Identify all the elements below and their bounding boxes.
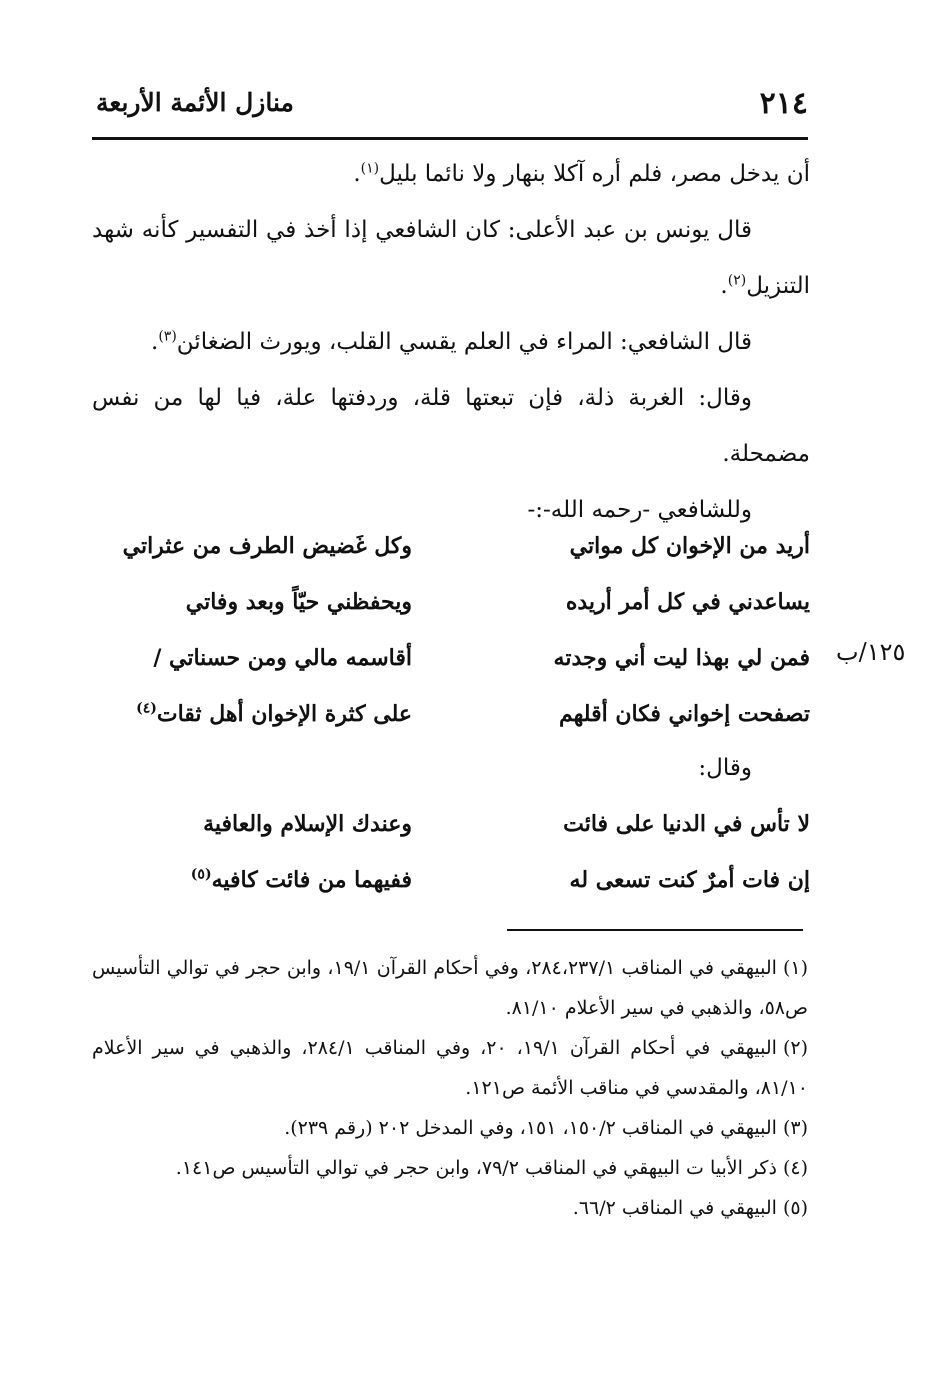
second-hemistich: أقاسمه مالي ومن حسناتي / bbox=[153, 645, 412, 671]
first-hemistich: إن فات أمرٌ كنت تسعى له bbox=[569, 867, 810, 893]
first-hemistich: أريد من الإخوان كل مواتي bbox=[569, 533, 810, 559]
first-hemistich: يساعدني في كل أمر أريده bbox=[565, 589, 810, 615]
running-title: منازل الأئمة الأربعة bbox=[96, 88, 294, 117]
footnote: (١)البيهقي في المناقب ٢٨٤،٢٣٧/١، وفي أحكام القرآن ١٩/١، وابن حجر في توالي التأسيس ص٥٨، والذهبي في سير الأعلام ٨١/١٠. bbox=[92, 957, 808, 1019]
poem-intro: وللشافعي -رحمه الله-:- bbox=[527, 497, 752, 523]
second-hemistich: ويحفظني حيّاً وبعد وفاتي bbox=[185, 589, 412, 615]
poem-block bbox=[92, 740, 810, 908]
paragraph: أن يدخل مصر، فلم أره آكلا بنهار ولا نائما بليل$^{(١)}$. bbox=[353, 160, 810, 187]
second-hemistich: على كثرة الإخوان أهل ثقات$^{(٤)}$ bbox=[136, 700, 412, 727]
footnotes bbox=[92, 948, 808, 1228]
page-number: ٢١٤ bbox=[759, 86, 808, 121]
first-hemistich: لا تأس في الدنيا على فائت bbox=[563, 811, 810, 837]
footnote: (٣)البيهقي في المناقب ١٥٠/٢، ١٥١، وفي المدخل ٢٠٢ (رقم ٢٣٩). bbox=[284, 1117, 808, 1139]
paragraph: قال يونس بن عبد الأعلى: كان الشافعي إذا أخذ في التفسير كأنه شهد التنزيل$^{(٢)}$. bbox=[92, 217, 810, 299]
main-text bbox=[92, 146, 810, 538]
footnote-ref: (٣) bbox=[158, 328, 177, 345]
first-hemistich: فمن لي بهذا ليت أني وجدته bbox=[553, 645, 810, 671]
paragraph: قال الشافعي: المراء في العلم يقسي القلب، ويورث الضغائن$^{(٣)}$. bbox=[151, 328, 752, 355]
verse bbox=[92, 574, 810, 630]
footnote-ref: (٥) bbox=[190, 866, 212, 883]
manuscript-folio-note: ١٢٥/ب bbox=[836, 638, 906, 666]
poem-block bbox=[92, 518, 810, 742]
footnote: (٢)البيهقي في أحكام القرآن ١٩/١، ٢٠، وفي المناقب ٢٨٤/١، والذهبي في سير الأعلام ٨١/١٠، والمقدسي في مناقب الأئمة ص١٢١. bbox=[92, 1037, 808, 1099]
poem-intro: وقال: bbox=[698, 755, 752, 781]
footnote: (٥)البيهقي في المناقب ٦٦/٢. bbox=[572, 1197, 808, 1219]
verse bbox=[92, 852, 810, 908]
verse bbox=[92, 796, 810, 852]
verse bbox=[92, 686, 810, 742]
verse bbox=[92, 630, 810, 686]
paragraph: وقال: الغربة ذلة، فإن تبعتها قلة، وردفتها علة، فيا لها من نفس مضمحلة. bbox=[92, 385, 810, 467]
footnote-separator bbox=[507, 929, 803, 931]
verse bbox=[92, 518, 810, 574]
first-hemistich: تصفحت إخواني فكان أقلهم bbox=[559, 701, 810, 727]
header-rule bbox=[92, 137, 808, 140]
second-hemistich: وعندك الإسلام والعافية bbox=[203, 811, 412, 837]
second-hemistich: ففيهما من فائت كافيه$^{(٥)}$ bbox=[190, 866, 412, 893]
footnote-ref: (٤) bbox=[136, 700, 157, 717]
footnote: (٤)ذكر الأبيا ت البيهقي في المناقب ٧٩/٢، وابن حجر في توالي التأسيس ص١٤١. bbox=[175, 1157, 808, 1179]
second-hemistich: وكل غَضيض الطرف من عثراتي bbox=[122, 533, 412, 559]
footnote-ref: (٢) bbox=[727, 272, 747, 289]
footnote-ref: (١) bbox=[360, 160, 380, 177]
